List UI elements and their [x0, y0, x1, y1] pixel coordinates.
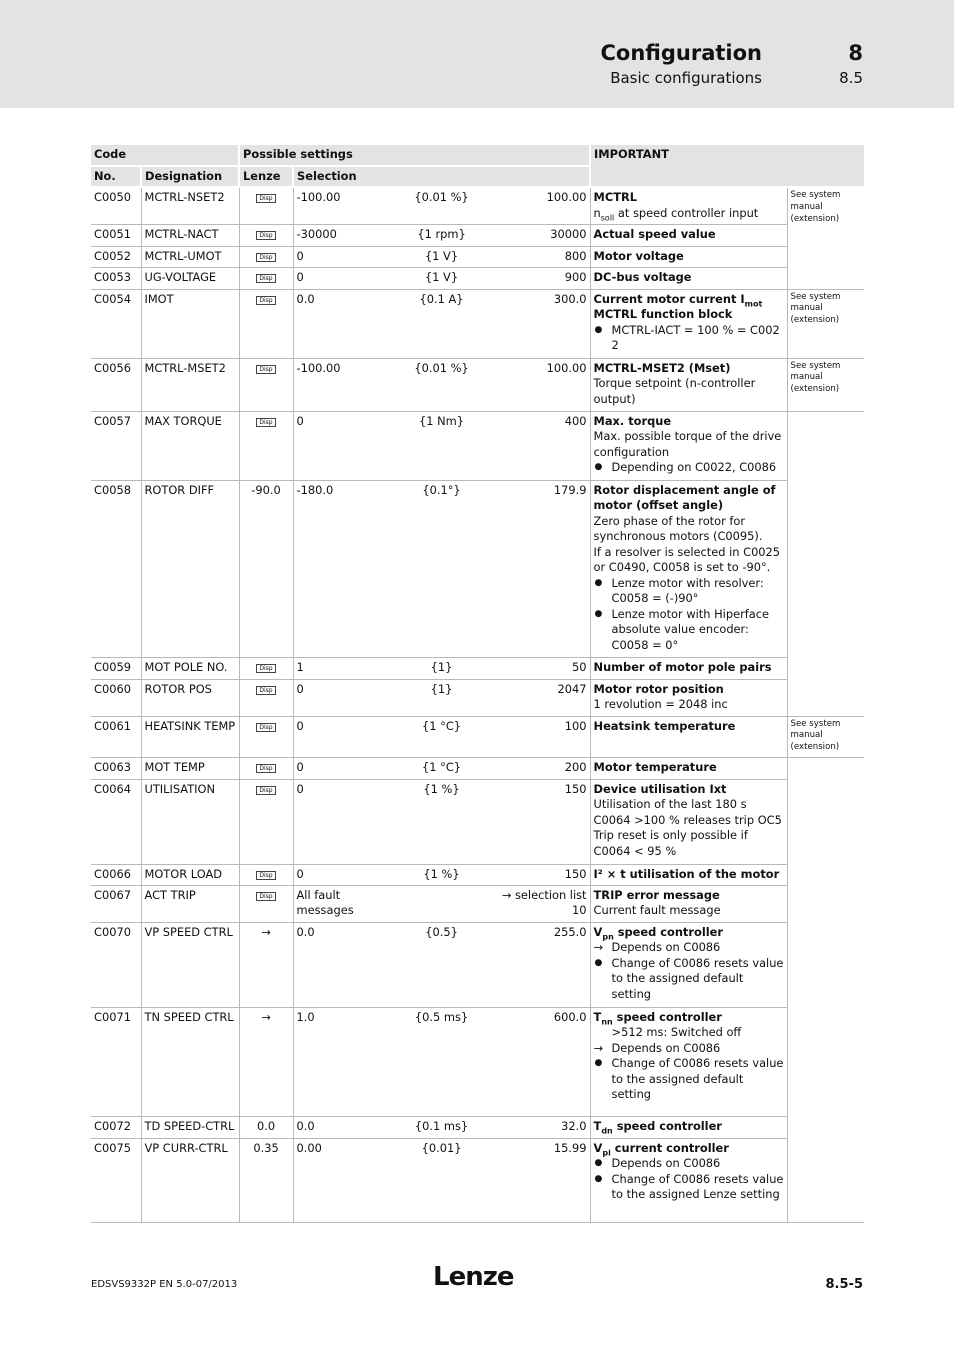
important-title: [594, 1141, 784, 1157]
selection-min: 0.0: [296, 1118, 315, 1133]
display-only-icon: Disp: [256, 418, 275, 427]
lenze-default: [239, 267, 293, 289]
lenze-default: [239, 657, 293, 679]
selection-values: [297, 414, 587, 430]
selection-max: 100.00: [546, 360, 587, 375]
important-line-rest: at speed controller input: [614, 205, 759, 220]
code-designation: UTILISATION: [141, 779, 239, 864]
display-only-icon: Disp: [256, 253, 275, 262]
important-title-subscript: mot: [744, 298, 763, 308]
selection-values: [297, 361, 587, 377]
important-title: [594, 190, 784, 206]
selection-min: 0.0: [296, 291, 315, 306]
important-info: [590, 358, 787, 411]
selection-max: 800: [564, 248, 587, 263]
table-row: [91, 187, 864, 224]
important-title: [594, 719, 784, 735]
bullet-item: ● MCTRL-IACT = 100 % = C002 2: [594, 323, 784, 354]
lenze-default: →: [239, 1007, 293, 1116]
table-row: [91, 267, 864, 289]
selection-step: {1 Nm}: [419, 413, 465, 428]
selection-range: [293, 246, 590, 267]
table-row: [91, 289, 864, 358]
selection-max: → selection list 10: [501, 887, 587, 917]
important-title-rest: speed controller: [613, 924, 723, 939]
selection-range: [293, 1007, 590, 1116]
selection-range: [293, 885, 590, 922]
important-title-text: V: [593, 924, 603, 939]
important-title-rest: current controller: [610, 1140, 729, 1155]
lenze-default: [239, 358, 293, 411]
selection-min: 1: [296, 659, 304, 674]
important-title-subscript: dn: [601, 1125, 613, 1135]
important-line: Max. possible torque of the drive configuration: [593, 429, 782, 459]
display-only-icon: Disp: [256, 723, 275, 732]
selection-range: [293, 224, 590, 246]
selection-max: 150: [564, 866, 587, 881]
selection-min: 0: [296, 413, 304, 428]
important-info: [590, 864, 787, 885]
code-designation: VP CURR-CTRL: [141, 1138, 239, 1222]
header-code: Code: [91, 145, 239, 166]
selection-max: 600.0: [553, 1009, 587, 1024]
selection-values: [297, 660, 587, 676]
code-designation: UG-VOLTAGE: [141, 267, 239, 289]
code-number: C0066: [91, 864, 141, 885]
selection-range: [293, 922, 590, 1007]
selection-step: {1 °C}: [422, 718, 462, 733]
important-title-text: TRIP error message: [593, 887, 720, 902]
display-only-icon: Disp: [256, 231, 275, 240]
note-cell: See system manual (extension): [787, 358, 864, 411]
code-designation: ACT TRIP: [141, 885, 239, 922]
code-designation: MCTRL-NACT: [141, 224, 239, 246]
important-title-text: Heatsink temperature: [593, 718, 736, 733]
code-designation: IMOT: [141, 289, 239, 358]
selection-min: -180.0: [296, 482, 334, 497]
selection-step: {0.1 ms}: [414, 1118, 469, 1133]
code-number: C0053: [91, 267, 141, 289]
lenze-default: [239, 289, 293, 358]
important-title: [594, 1010, 784, 1026]
important-title: [594, 760, 784, 776]
display-only-icon: Disp: [256, 365, 275, 374]
important-title: [594, 227, 784, 243]
important-info: [590, 757, 787, 779]
table-row: [91, 679, 864, 716]
important-line-text: n: [593, 205, 601, 220]
selection-min: 0: [296, 866, 304, 881]
selection-max: 255.0: [553, 924, 587, 939]
note-cell: See system manual (extension): [787, 187, 864, 289]
important-line: If a resolver is selected in C0025 or C0490, C0058 is set to -90°.: [593, 544, 781, 574]
selection-max: 179.9: [553, 482, 587, 497]
important-title: [594, 1119, 784, 1135]
table-row: [91, 246, 864, 267]
section-number: 8.5: [839, 69, 863, 87]
code-designation: VP SPEED CTRL: [141, 922, 239, 1007]
table-row: [91, 411, 864, 480]
important-title-text: T: [593, 1118, 602, 1133]
important-title-text: V: [593, 1140, 603, 1155]
code-designation: ROTOR POS: [141, 679, 239, 716]
selection-min: 0.0: [296, 924, 315, 939]
selection-max: 30000: [550, 226, 587, 241]
selection-step: {1 V}: [424, 248, 459, 263]
important-line: Torque setpoint (n-controller output): [593, 376, 756, 406]
selection-step: {1 %}: [423, 866, 460, 881]
selection-range: [293, 1116, 590, 1138]
selection-range: [293, 716, 590, 757]
code-number: C0064: [91, 779, 141, 864]
selection-values: [297, 682, 587, 698]
important-info: [590, 289, 787, 358]
lenze-default: [239, 679, 293, 716]
selection-values: [297, 1119, 587, 1135]
table-row: [91, 885, 864, 922]
selection-range: [293, 480, 590, 657]
selection-step: {0.1°}: [422, 482, 461, 497]
selection-min: 1.0: [296, 1009, 315, 1024]
lenze-default: 0.35: [239, 1138, 293, 1222]
chapter-number: 8: [848, 41, 863, 65]
display-only-icon: Disp: [256, 664, 275, 673]
code-designation: HEATSINK TEMP: [141, 716, 239, 757]
table-row: [91, 1138, 864, 1222]
lenze-default: [239, 779, 293, 864]
header-no: No.: [91, 166, 141, 188]
table-row: [91, 864, 864, 885]
code-number: C0050: [91, 187, 141, 224]
selection-range: [293, 679, 590, 716]
important-title-text: Device utilisation Ixt: [593, 781, 727, 796]
code-designation: MCTRL-NSET2: [141, 187, 239, 224]
note-cell: [787, 757, 864, 1222]
lenze-default: [239, 187, 293, 224]
bullet-item: ● Change of C0086 resets value to the assigned Lenze setting: [594, 1172, 784, 1203]
selection-max: 300.0: [553, 291, 587, 306]
important-line: Trip reset is only possible if C0064 < 95 %: [593, 828, 748, 858]
important-title-text: T: [593, 1009, 602, 1024]
header-lenze: Lenze: [239, 166, 293, 188]
header-important: IMPORTANT: [590, 145, 864, 187]
selection-values: [297, 888, 587, 919]
table-row: [91, 716, 864, 757]
important-line: Utilisation of the last 180 s: [593, 797, 747, 811]
note-cell: [787, 411, 864, 716]
table-header-row-1: [91, 145, 864, 166]
code-number: C0051: [91, 224, 141, 246]
code-number: C0054: [91, 289, 141, 358]
selection-range: [293, 358, 590, 411]
bullet-item: ● Depends on C0086: [594, 1156, 784, 1172]
selection-range: [293, 1138, 590, 1222]
bullet-item: ● Change of C0086 resets value to the assigned default setting: [594, 1056, 784, 1103]
selection-step: {1 rpm}: [417, 226, 466, 241]
selection-range: [293, 864, 590, 885]
lenze-default: →: [239, 922, 293, 1007]
selection-range: [293, 411, 590, 480]
important-title: [594, 660, 784, 676]
selection-min: 0: [296, 269, 304, 284]
important-title-text: Motor rotor position: [593, 681, 724, 696]
table-row: [91, 358, 864, 411]
important-title-text: MCTRL-MSET2 (Mset): [593, 360, 731, 375]
selection-min: 0: [296, 681, 304, 696]
note-cell: See system manual (extension): [787, 716, 864, 757]
code-number: C0072: [91, 1116, 141, 1138]
important-subtitle: MCTRL function block: [593, 307, 733, 321]
display-only-icon: Disp: [256, 892, 275, 901]
code-designation: MOTOR LOAD: [141, 864, 239, 885]
important-info: [590, 885, 787, 922]
selection-max: 50: [572, 659, 587, 674]
code-number: C0052: [91, 246, 141, 267]
selection-min: 0.00: [296, 1140, 322, 1155]
arrow-item: → Depends on C0086: [594, 940, 784, 956]
code-designation: TD SPEED-CTRL: [141, 1116, 239, 1138]
important-title-text: DC-bus voltage: [593, 269, 692, 284]
important-title: [594, 682, 784, 698]
display-only-icon: Disp: [256, 786, 275, 795]
selection-step: {0.01 %}: [414, 190, 469, 204]
important-title-rest: speed controller: [612, 1118, 722, 1133]
selection-min: -100.00: [296, 190, 341, 204]
display-only-icon: Disp: [256, 194, 275, 203]
important-title-subscript: nn: [601, 1016, 613, 1026]
lenze-default: [239, 716, 293, 757]
important-title-text: MCTRL: [593, 190, 638, 204]
display-only-icon: Disp: [256, 686, 275, 695]
selection-values: [297, 1010, 587, 1026]
code-number: C0071: [91, 1007, 141, 1116]
important-title: [594, 925, 784, 941]
selection-min: -100.00: [296, 360, 341, 375]
important-title: [594, 249, 784, 265]
important-info: [590, 411, 787, 480]
selection-step: {1 %}: [423, 781, 460, 796]
lenze-default: [239, 411, 293, 480]
header-designation: Designation: [141, 166, 239, 188]
lenze-default: [239, 224, 293, 246]
important-info: [590, 267, 787, 289]
code-designation: MCTRL-UMOT: [141, 246, 239, 267]
selection-values: [297, 249, 587, 265]
selection-min: 0: [296, 759, 304, 774]
code-number: C0059: [91, 657, 141, 679]
important-title: [594, 483, 784, 514]
page-number: 8.5-5: [825, 1277, 863, 1292]
selection-max: 200: [564, 759, 587, 774]
code-number: C0057: [91, 411, 141, 480]
selection-values: [297, 782, 587, 798]
important-line: Zero phase of the rotor for synchronous motors (C0095).: [593, 513, 763, 543]
important-info: [590, 922, 787, 1007]
important-title: [594, 414, 784, 430]
selection-step: {1}: [430, 681, 453, 696]
table-row: [91, 1116, 864, 1138]
code-number: C0063: [91, 757, 141, 779]
arrow-item: → Depends on C0086: [594, 1041, 784, 1057]
important-line: [594, 206, 784, 222]
code-designation: MOT TEMP: [141, 757, 239, 779]
bullet-item: ● Change of C0086 resets value to the assigned default setting: [594, 956, 784, 1003]
selection-max: 150: [564, 781, 587, 796]
code-designation: MCTRL-MSET2: [141, 358, 239, 411]
header-band: [0, 0, 954, 108]
display-only-icon: Disp: [256, 296, 275, 305]
table-row: [91, 1007, 864, 1116]
selection-max: 2047: [557, 681, 587, 696]
important-title-text: Current motor current I: [593, 291, 745, 306]
selection-step: {0.5 ms}: [414, 1009, 469, 1024]
display-only-icon: Disp: [256, 871, 275, 880]
important-line: C0064 >100 % releases trip OC5: [593, 812, 782, 827]
selection-max: 900: [564, 269, 587, 284]
important-line: Current fault message: [593, 903, 721, 917]
code-designation: MOT POLE NO.: [141, 657, 239, 679]
table-row: [91, 757, 864, 779]
selection-max: 400: [564, 413, 587, 428]
selection-step: {0.01 %}: [414, 360, 469, 375]
selection-min: -30000: [296, 226, 337, 241]
selection-min: All fault messages: [296, 887, 354, 917]
selection-step: {0.1 A}: [419, 291, 464, 306]
code-designation: ROTOR DIFF: [141, 480, 239, 657]
important-info: [590, 679, 787, 716]
code-number: C0067: [91, 885, 141, 922]
important-info: [590, 716, 787, 757]
selection-step: [393, 888, 490, 919]
important-title-text: Actual speed value: [593, 226, 716, 241]
selection-values: [297, 190, 587, 206]
document-id: EDSVS9332P EN 5.0-07/2013: [91, 1279, 238, 1290]
selection-max: 100.00: [546, 190, 587, 204]
lenze-default: 0.0: [239, 1116, 293, 1138]
table-row: [91, 480, 864, 657]
selection-range: [293, 289, 590, 358]
important-indent-line: >512 ms: Switched off: [611, 1025, 742, 1039]
code-table: [91, 145, 864, 1223]
lenze-default: [239, 885, 293, 922]
code-number: C0056: [91, 358, 141, 411]
selection-range: [293, 187, 590, 224]
selection-values: [297, 227, 587, 243]
important-info: [590, 480, 787, 657]
bullet-item: ● Lenze motor with Hiperface absolute value encoder: C0058 = 0°: [594, 607, 784, 654]
selection-range: [293, 757, 590, 779]
code-number: C0075: [91, 1138, 141, 1222]
header-possible-settings: Possible settings: [239, 145, 590, 166]
selection-values: [297, 867, 587, 883]
important-info: [590, 657, 787, 679]
important-title-text: Motor temperature: [593, 759, 717, 774]
important-title: [594, 292, 784, 308]
code-number: C0070: [91, 922, 141, 1007]
table-row: [91, 779, 864, 864]
table-row: [91, 922, 864, 1007]
important-info: [590, 1116, 787, 1138]
important-title: [594, 888, 784, 904]
table-row: [91, 224, 864, 246]
selection-step: {0.01}: [421, 1140, 462, 1155]
selection-range: [293, 267, 590, 289]
important-title-subscript: pi: [602, 1147, 611, 1157]
selection-range: [293, 657, 590, 679]
code-number: C0058: [91, 480, 141, 657]
selection-min: 0: [296, 718, 304, 733]
important-info: [590, 779, 787, 864]
important-info: [590, 246, 787, 267]
selection-max: 100: [564, 718, 587, 733]
code-number: C0060: [91, 679, 141, 716]
selection-min: 0: [296, 248, 304, 263]
table-row: [91, 657, 864, 679]
section-title: Basic configurations: [610, 69, 762, 87]
selection-values: [297, 270, 587, 286]
lenze-default: [239, 864, 293, 885]
important-title-text: Max. torque: [593, 413, 672, 428]
lenze-default: [239, 246, 293, 267]
display-only-icon: Disp: [256, 764, 275, 773]
lenze-default: [239, 757, 293, 779]
important-title-text: Motor voltage: [593, 248, 684, 263]
important-title: [594, 867, 784, 883]
selection-values: [297, 292, 587, 308]
important-title: [594, 361, 784, 377]
code-designation: MAX TORQUE: [141, 411, 239, 480]
lenze-default: -90.0: [239, 480, 293, 657]
important-title: [594, 782, 784, 798]
important-line: 1 revolution = 2048 inc: [593, 697, 728, 711]
important-title: [594, 270, 784, 286]
chapter-title: Configuration: [600, 41, 762, 65]
lenze-logo: Lenze: [433, 1262, 514, 1292]
important-title-text: Rotor displacement angle of motor (offset angle): [593, 482, 776, 512]
code-designation: TN SPEED CTRL: [141, 1007, 239, 1116]
code-number: C0061: [91, 716, 141, 757]
important-info: [590, 1138, 787, 1222]
selection-min: 0: [296, 781, 304, 796]
selection-values: [297, 925, 587, 941]
important-title-subscript: pn: [602, 931, 614, 941]
bullet-item: ● Depending on C0022, C0086: [594, 460, 784, 476]
selection-values: [297, 719, 587, 735]
selection-max: 32.0: [561, 1118, 587, 1133]
selection-values: [297, 483, 587, 499]
selection-step: {1}: [430, 659, 453, 674]
selection-step: {0.5}: [425, 924, 458, 939]
display-only-icon: Disp: [256, 274, 275, 283]
selection-values: [297, 1141, 587, 1157]
note-cell: See system manual (extension): [787, 289, 864, 358]
important-info: [590, 1007, 787, 1116]
selection-range: [293, 779, 590, 864]
important-info: [590, 224, 787, 246]
selection-step: {1 °C}: [422, 759, 462, 774]
selection-values: [297, 760, 587, 776]
important-title-text: I² × t utilisation of the motor: [593, 866, 780, 881]
bullet-item: ● Lenze motor with resolver: C0058 = (-)90°: [594, 576, 784, 607]
important-title-rest: speed controller: [612, 1009, 722, 1024]
important-title-text: Number of motor pole pairs: [593, 659, 772, 674]
selection-max: 15.99: [553, 1140, 587, 1155]
header-selection: Selection: [293, 166, 590, 188]
important-info: [590, 187, 787, 224]
important-line-subscript: soll: [600, 212, 615, 222]
selection-step: {1 V}: [424, 269, 459, 284]
